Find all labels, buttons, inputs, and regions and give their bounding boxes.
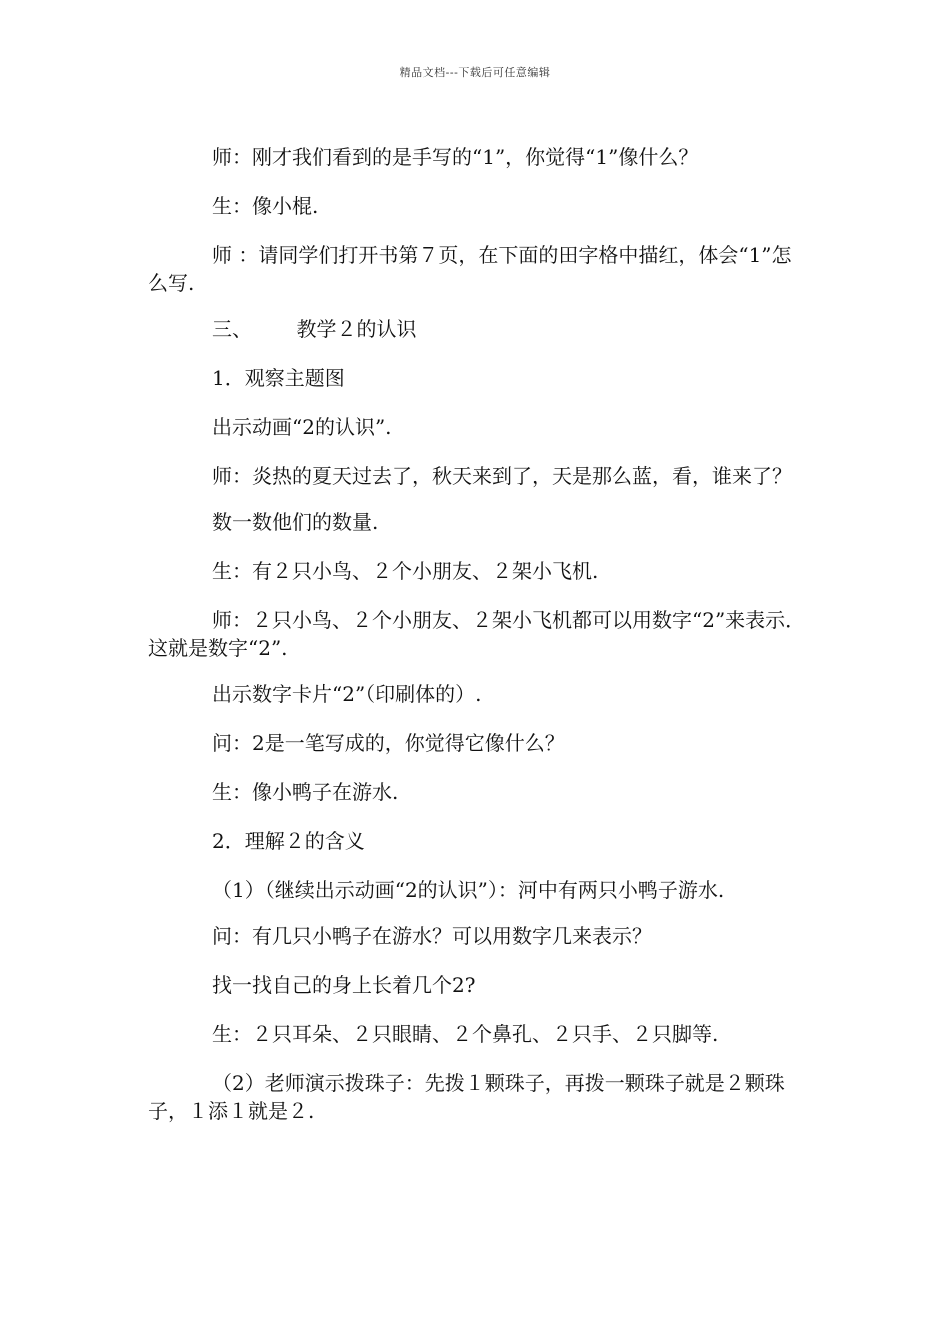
paragraph: 找一找自己的身上长着几个2?: [212, 973, 476, 997]
paragraph: 出示动画“2的认识”.: [212, 415, 392, 439]
page-header: 精品文档---下载后可任意编辑: [399, 66, 551, 79]
subsection-heading: 2．理解２的含义: [212, 829, 365, 853]
document-body: [148, 143, 808, 1125]
paragraph: 师：炎热的夏天过去了，秋天来到了，天是那么蓝，看，谁来了？: [212, 464, 792, 488]
paragraph: 问：有几只小鸭子在游水？可以用数字几来表示？: [212, 924, 652, 948]
paragraph: 生：有２只小鸟、２个小朋友、２架小飞机.: [212, 559, 599, 583]
paragraph: （1）（继续出示动画“2的认识”）：河中有两只小鸭子游水.: [212, 878, 725, 902]
section-heading: 三、 教学２的认识: [212, 317, 417, 341]
paragraph: （2）老师演示拨珠子：先拨１颗珠子，再拨一颗珠子就是２颗珠子，１添１就是２.: [148, 1071, 785, 1123]
paragraph: 师：刚才我们看到的是手写的“1”，你觉得“1”像什么？: [212, 145, 699, 169]
paragraph: 问：2是一笔写成的，你觉得它像什么？: [212, 731, 565, 755]
paragraph: 生：像小棍.: [212, 194, 319, 218]
paragraph: 出示数字卡片“2”（印刷体的）.: [212, 682, 482, 706]
paragraph: 师 ：请同学们打开书第７页，在下面的田字格中描红，体会“1”怎么写.: [148, 243, 792, 295]
subsection-heading: 1．观察主题图: [212, 366, 345, 390]
paragraph: 师：２只小鸟、２个小朋友、２架小飞机都可以用数字“2”来表示．这就是数字“2”.: [148, 608, 806, 660]
paragraph: 生：２只耳朵、２只眼睛、２个鼻孔、２只手、２只脚等.: [212, 1022, 719, 1046]
paragraph: 生：像小鸭子在游水.: [212, 780, 399, 804]
paragraph: 数一数他们的数量.: [212, 510, 379, 534]
